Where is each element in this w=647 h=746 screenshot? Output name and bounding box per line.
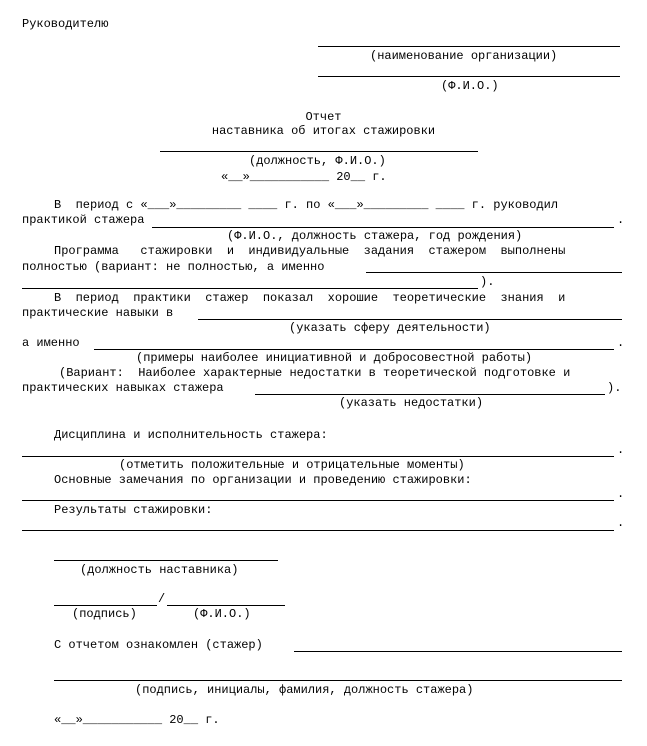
mentor-position-line (160, 151, 478, 152)
variant-line-1: (Вариант: Наиболее характерные недостатки в теоретической подготовке и (59, 366, 571, 380)
results-line (22, 530, 614, 531)
variant-caption: (указать недостатки) (339, 396, 484, 410)
report-subtitle: наставника об итогах стажировки (211, 124, 436, 138)
program-line-b (22, 288, 478, 289)
org-name-caption: (наименование организации) (370, 49, 558, 63)
namely-line (94, 349, 614, 350)
trainee-sign-line (54, 680, 622, 681)
practice-line-2: практические навыки в (22, 306, 174, 320)
namely-label: а именно (22, 336, 80, 350)
org-name-line (318, 46, 620, 47)
trainee-label: практикой стажера (22, 213, 145, 227)
variant-end: ). (607, 381, 622, 395)
trainee-line (152, 227, 614, 228)
program-line-2: полностью (вариант: не полностью, а именно (22, 260, 325, 274)
trainee-end: . (617, 213, 625, 227)
discipline-line (22, 456, 614, 457)
mentor-position-caption: (должность, Ф.И.О.) (249, 154, 386, 168)
sign-slash: / (158, 592, 166, 606)
report-date-line: «__»___________ 20__ г. (221, 170, 387, 184)
remarks-line (22, 500, 614, 501)
mentor-position-sign-line (54, 560, 278, 561)
discipline-label: Дисциплина и исполнительность стажера: (54, 428, 328, 442)
practice-caption: (указать сферу деятельности) (289, 321, 491, 335)
discipline-caption: (отметить положительные и отрицательные моменты) (119, 458, 465, 472)
remarks-label: Основные замечания по организации и проведению стажировки: (54, 473, 472, 487)
results-end: . (617, 516, 625, 530)
discipline-end: . (617, 443, 625, 457)
variant-line (255, 394, 605, 395)
program-line-1: Программа стажировки и индивидуальные задания стажером выполнены (54, 244, 566, 258)
practice-field-line (198, 319, 622, 320)
remarks-end: . (617, 487, 625, 501)
mentor-fio-line (167, 605, 285, 606)
practice-line-1: В период практики стажер показал хорошие теоретические знания и (54, 291, 566, 305)
variant-line-2: практических навыках стажера (22, 381, 224, 395)
mentor-position-sign-caption: (должность наставника) (80, 563, 239, 577)
program-line-a (366, 272, 622, 273)
fio-line (318, 76, 620, 77)
mentor-fio-caption: (Ф.И.О.) (193, 607, 251, 621)
report-title: Отчет (305, 110, 342, 124)
namely-caption: (примеры наиболее инициативной и добросовестной работы) (136, 351, 533, 365)
program-end: ). (480, 275, 495, 289)
mentor-sign-line (54, 605, 157, 606)
acquainted-date-line: «__»___________ 20__ г. (54, 713, 220, 727)
mentor-sign-caption: (подпись) (72, 607, 137, 621)
period-line: В период с «___»_________ ____ г. по «___»_________ ____ г. руководил (54, 198, 559, 212)
fio-caption: (Ф.И.О.) (441, 79, 499, 93)
addressee-label: Руководителю (22, 17, 109, 31)
acquainted-label: С отчетом ознакомлен (стажер) (54, 638, 263, 652)
trainee-caption: (Ф.И.О., должность стажера, год рождения) (227, 229, 523, 243)
namely-end: . (617, 336, 625, 350)
trainee-sign-caption: (подпись, инициалы, фамилия, должность стажера) (135, 683, 474, 697)
acquainted-line (294, 651, 622, 652)
results-label: Результаты стажировки: (54, 503, 213, 517)
